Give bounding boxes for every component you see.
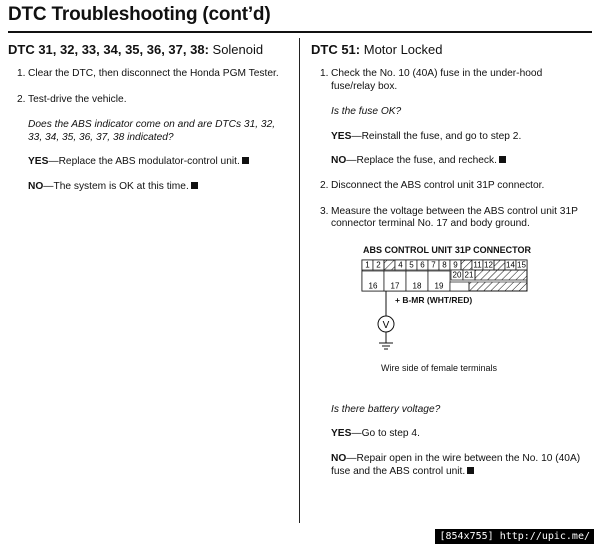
pin-blank-cell (494, 260, 505, 270)
pin-19-label: 19 (434, 281, 444, 291)
pin-7-label: 7 (431, 260, 436, 270)
voltmeter-letter: V (382, 319, 390, 331)
end-square-icon (499, 156, 506, 163)
no-text: —The system is OK at this time. (43, 180, 189, 192)
yes-label: YES (331, 130, 352, 142)
bottom-gap-cell (450, 282, 469, 291)
pin-8-label: 8 (442, 260, 447, 270)
no-text: —Repair open in the wire between the No. 10 (40A) fuse and the ABS control unit. (331, 452, 581, 477)
left-heading-name: Solenoid (208, 42, 264, 57)
right-step-1 (311, 68, 587, 93)
page-title: DTC Troubleshooting (cont’d) (8, 4, 271, 25)
pin-5-label: 5 (409, 260, 414, 270)
right-yes-answer-2 (331, 428, 587, 441)
yes-text: —Go to step 4. (351, 428, 420, 440)
step-text: Check the No. 10 (40A) fuse in the under-hood fuse/relay box. (331, 68, 543, 92)
right-heading-name: Motor Locked (360, 42, 443, 57)
column-divider (299, 38, 300, 523)
step-text: Disconnect the ABS control unit 31P connector. (331, 179, 545, 191)
left-question: Does the ABS indicator come on and are DTCs 31, 32, 33, 34, 35, 36, 37, 38 indicated? (28, 119, 276, 143)
pin-11-label: 11 (473, 260, 482, 270)
pin-9-label: 9 (453, 260, 458, 270)
left-yes-answer (28, 156, 292, 169)
left-column (8, 42, 292, 206)
connector-blank-area (469, 282, 527, 291)
right-column (311, 42, 587, 490)
right-yes-answer-1 (331, 131, 587, 144)
pin-17-label: 17 (390, 281, 400, 291)
step-text: Measure the voltage between the ABS control unit 31P connector terminal No. 17 and body ground. (331, 205, 578, 230)
connector-diagram-title: ABS CONTROL UNIT 31P CONNECTOR (363, 244, 532, 255)
pin-18-label: 18 (412, 281, 422, 291)
pin-1-label: 1 (365, 260, 370, 270)
end-square-icon (467, 467, 474, 474)
pin-15-label: 15 (517, 260, 526, 270)
pin-4-label: 4 (398, 260, 403, 270)
right-step-3 (311, 206, 587, 231)
connector-diagram (311, 244, 587, 394)
pin-14-label: 14 (506, 260, 515, 270)
pin-21-label: 21 (464, 270, 474, 280)
right-question-1: Is the fuse OK? (331, 106, 402, 118)
pin-2-label: 2 (376, 260, 381, 270)
connector-mid-row (451, 270, 527, 280)
pin-16-label: 16 (368, 281, 378, 291)
end-square-icon (242, 157, 249, 164)
no-text: —Replace the fuse, and recheck. (346, 155, 497, 167)
right-no-answer-2 (331, 453, 587, 478)
left-heading (8, 42, 292, 58)
no-label: NO (331, 155, 347, 167)
pin-12-label: 12 (484, 260, 493, 270)
left-no-answer (28, 181, 292, 194)
right-heading-code: DTC 51: (311, 42, 361, 57)
step-number: 3. (320, 205, 329, 217)
right-question-2: Is there battery voltage? (331, 403, 441, 415)
mid-blank-cell (475, 270, 527, 280)
left-step-2 (8, 94, 292, 107)
end-square-icon (191, 182, 198, 189)
diagram-caption: Wire side of female terminals (381, 362, 498, 373)
pin-6-label: 6 (420, 260, 425, 270)
watermark: [854x755] http://upic.me/ (435, 529, 594, 544)
left-heading-codes: DTC 31, 32, 33, 34, 35, 36, 37, 38: (8, 42, 209, 57)
left-step-1 (8, 68, 292, 81)
connector-top-row (362, 260, 527, 270)
step-number: 2. (320, 179, 329, 191)
step-number: 1. (320, 68, 329, 79)
right-heading (311, 42, 587, 58)
step-number: 1. (17, 68, 26, 79)
pin-blank-cell (384, 260, 395, 270)
yes-label: YES (331, 428, 352, 440)
right-no-answer-1 (331, 155, 587, 168)
no-label: NO (331, 452, 347, 464)
step-number: 2. (17, 93, 26, 105)
title-rule (8, 31, 592, 33)
pin-20-label: 20 (452, 270, 462, 280)
yes-text: —Replace the ABS modulator-control unit. (48, 156, 240, 168)
right-step-2 (311, 180, 587, 193)
wire-label: + B-MR (WHT/RED) (395, 294, 473, 305)
yes-text: —Reinstall the fuse, and go to step 2. (351, 130, 522, 142)
pin-blank-cell (461, 260, 472, 270)
step-text: Test-drive the vehicle. (28, 93, 127, 105)
yes-label: YES (28, 156, 49, 168)
no-label: NO (28, 180, 44, 192)
step-text: Clear the DTC, then disconnect the Honda PGM Tester. (28, 68, 279, 79)
